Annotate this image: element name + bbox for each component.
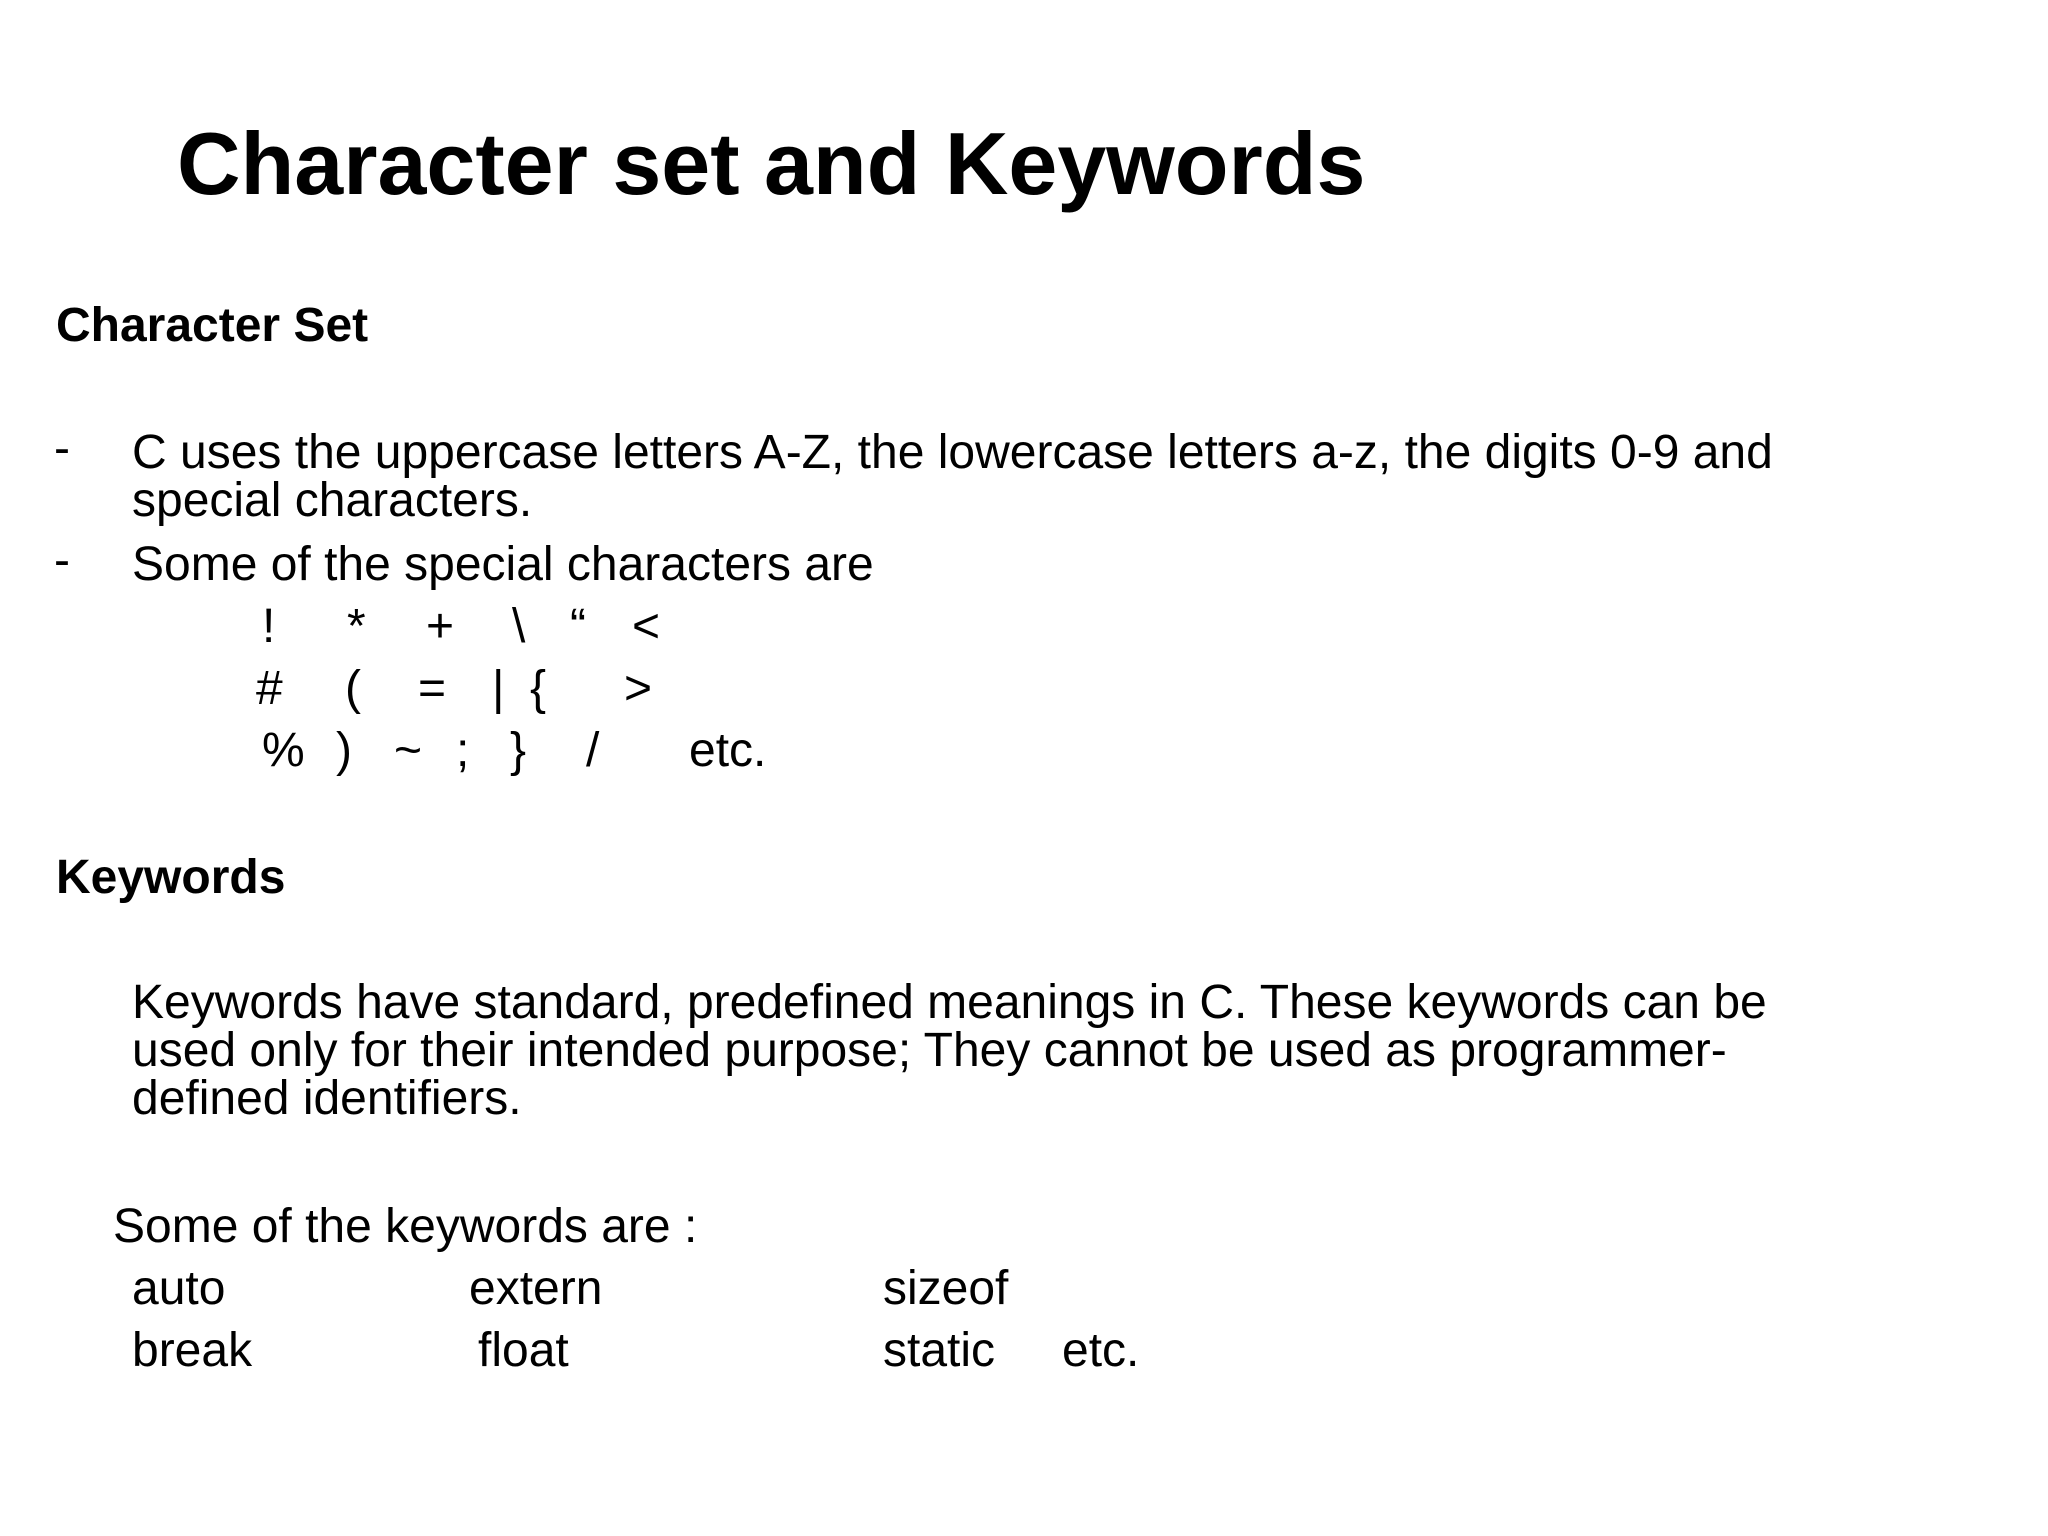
- special-char: “: [570, 600, 586, 653]
- special-char: |: [492, 662, 505, 715]
- keyword-item: float: [478, 1324, 569, 1377]
- special-char: ~: [394, 724, 423, 777]
- bullet-marker: -: [54, 422, 70, 475]
- slide-title: Character set and Keywords: [177, 114, 1366, 213]
- special-char: *: [347, 600, 366, 653]
- special-char: !: [262, 600, 276, 653]
- special-char: >: [624, 662, 653, 715]
- special-char: #: [256, 662, 283, 715]
- special-char: +: [426, 600, 455, 653]
- special-char: {: [530, 662, 547, 715]
- keyword-item: sizeof: [883, 1262, 1009, 1315]
- bullet-1-line-2: special characters.: [132, 474, 533, 527]
- special-char: }: [510, 724, 527, 777]
- special-char: %: [262, 724, 305, 777]
- special-char-etc: etc.: [689, 724, 767, 777]
- special-char: <: [632, 600, 661, 653]
- character-set-heading: Character Set: [56, 299, 369, 352]
- keywords-description-line: Keywords have standard, predefined meanings in C. These keywords can be: [132, 976, 1767, 1029]
- special-char: ): [336, 724, 352, 777]
- keywords-etc: etc.: [1062, 1324, 1140, 1377]
- keywords-heading: Keywords: [56, 851, 286, 904]
- special-char: (: [345, 662, 361, 715]
- keyword-item: static: [883, 1324, 996, 1377]
- keywords-list-intro: Some of the keywords are :: [113, 1200, 698, 1253]
- special-char: /: [586, 724, 600, 777]
- keywords-description-line: used only for their intended purpose; They cannot be used as programmer-: [132, 1024, 1727, 1077]
- bullet-marker: -: [54, 534, 70, 587]
- special-char: \: [512, 600, 526, 653]
- bullet-1-line-1: C uses the uppercase letters A-Z, the lowercase letters a-z, the digits 0-9 and: [132, 426, 1773, 479]
- bullet-2-line-1: Some of the special characters are: [132, 538, 874, 591]
- special-char: ;: [456, 724, 470, 777]
- keyword-item: extern: [469, 1262, 603, 1315]
- keywords-description-line: defined identifiers.: [132, 1072, 522, 1125]
- keyword-item: auto: [132, 1262, 226, 1315]
- special-char: =: [418, 662, 447, 715]
- keyword-item: break: [132, 1324, 253, 1377]
